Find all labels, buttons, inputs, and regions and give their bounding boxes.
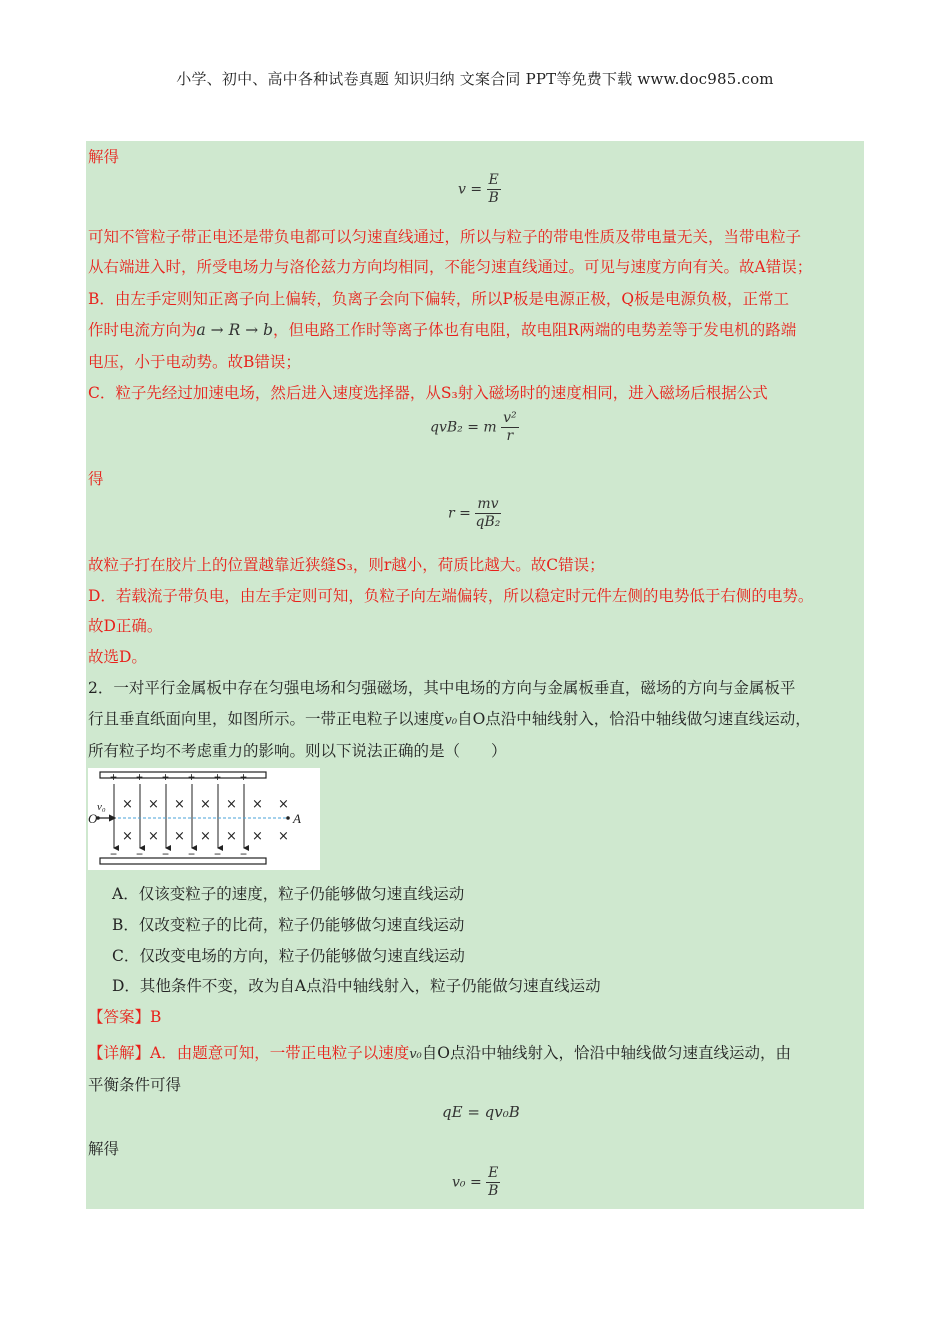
question-2-line-1: 2．一对平行金属板中存在匀强电场和匀强磁场，其中电场的方向与金属板垂直，磁场的方向与金属板平 xyxy=(88,679,796,697)
formula-v-eq-e-over-b: v = $\frac{E}{B}$ xyxy=(458,172,499,206)
magnetic-cross: × xyxy=(122,797,133,812)
formula-qvb: qvB₂ = m $\frac{\text{v²}}{r}$ xyxy=(430,410,517,444)
text-option-c-line-1: C．粒子先经过加速电场，然后进入速度选择器，从S₃射入磁场时的速度相同，进入磁场后根据公式 xyxy=(88,384,768,402)
minus-sign: − xyxy=(162,847,170,861)
label-a: A xyxy=(293,811,301,826)
magnetic-cross: × xyxy=(278,829,289,844)
magnetic-cross: × xyxy=(122,829,133,844)
text-option-d-line-1: D．若载流子带负电，由左手定则可知，负粒子向左端偏转，所以稳定时元件左侧的电势低于右侧的电势。 xyxy=(88,587,814,605)
detail-line-2: 平衡条件可得 xyxy=(88,1076,182,1094)
label-v0: v₀ xyxy=(97,801,106,813)
field-diagram-svg xyxy=(88,768,320,870)
plus-sign: + xyxy=(162,770,170,784)
minus-sign: − xyxy=(136,847,144,861)
question-2-line-3: 所有粒子均不考虑重力的影响。则以下说法正确的是（ ） xyxy=(88,742,507,760)
plus-sign: + xyxy=(188,770,196,784)
text-de: 得 xyxy=(88,470,104,488)
formula-r: r = $\frac{mv}{\text{qB₂}}$ xyxy=(448,496,501,530)
formula-v0: v₀ = $\frac{E}{B}$ xyxy=(452,1165,499,1199)
detail-line-1: 【详解】A．由题意可知，一带正电粒子以速度v₀自O点沿中轴线射入，恰沿中轴线做匀速直线运动，由 xyxy=(88,1044,791,1062)
magnetic-cross: × xyxy=(148,797,159,812)
magnetic-cross: × xyxy=(174,797,185,812)
option-c: C．仅改变电场的方向，粒子仍能够做匀速直线运动 xyxy=(112,947,465,965)
question-2-line-2: 行且垂直纸面向里，如图所示。一带正电粒子以速度v₀自O点沿中轴线射入，恰沿中轴线做匀速直线运动， xyxy=(88,710,811,728)
text-para-1a: 可知不管粒子带正电还是带负电都可以匀速直线通过，所以与粒子的带电性质及带电量无关，当带电粒子 xyxy=(88,228,802,246)
magnetic-cross: × xyxy=(200,829,211,844)
magnetic-cross: × xyxy=(200,797,211,812)
plus-sign: + xyxy=(110,770,118,784)
text-jiede-1: 解得 xyxy=(88,148,120,166)
text-option-b-line-2: 作时电流方向为a → R → b，但电路工作时等离子体也有电阻，故电阻R两端的电势差等于发电机的路端 xyxy=(88,321,797,339)
magnetic-cross: × xyxy=(226,829,237,844)
option-b: B．仅改变粒子的比荷，粒子仍能够做匀速直线运动 xyxy=(112,916,465,934)
text-option-b-line-1: B．由左手定则知正离子向上偏转，负离子会向下偏转，所以P板是电源正极，Q板是电源负极，正常工 xyxy=(88,290,790,308)
text-jiede-2: 解得 xyxy=(88,1140,120,1158)
plus-sign: + xyxy=(240,770,248,784)
magnetic-cross: × xyxy=(278,797,289,812)
answer-label: 【答案】B xyxy=(88,1008,162,1026)
magnetic-cross: × xyxy=(226,797,237,812)
magnetic-cross: × xyxy=(252,829,263,844)
text-option-d-line-2: 故D正确。 xyxy=(88,617,163,635)
label-o: O xyxy=(88,811,98,826)
plus-sign: + xyxy=(214,770,222,784)
text-option-b-line-3: 电压，小于电动势。故B错误； xyxy=(88,353,301,371)
field-diagram xyxy=(88,768,320,870)
page-header: 小学、初中、高中各种试卷真题 知识归纳 文案合同 PPT等免费下载 www.doc985.com xyxy=(176,70,774,88)
magnetic-cross: × xyxy=(252,797,263,812)
text-answer-d: 故选D。 xyxy=(88,648,147,666)
point-a-dot xyxy=(286,816,290,820)
magnetic-cross: × xyxy=(174,829,185,844)
option-d: D．其他条件不变，改为自A点沿中轴线射入，粒子仍能做匀速直线运动 xyxy=(112,977,601,995)
minus-sign: − xyxy=(214,847,222,861)
minus-sign: − xyxy=(110,847,118,861)
magnetic-field-crosses xyxy=(122,797,289,844)
text-option-c-line-2: 故粒子打在胶片上的位置越靠近狭缝S₃，则r越小，荷质比越大。故C错误； xyxy=(88,556,605,574)
magnetic-cross: × xyxy=(148,829,159,844)
option-a: A．仅该变粒子的速度，粒子仍能够做匀速直线运动 xyxy=(112,885,465,903)
minus-sign: − xyxy=(188,847,196,861)
formula-qe: qE = qv₀B xyxy=(442,1103,520,1121)
plus-sign: + xyxy=(136,770,144,784)
minus-sign: − xyxy=(240,847,248,861)
text-para-1b: 从右端进入时，所受电场力与洛伦兹力方向均相同，不能匀速直线通过。可见与速度方向有关。故A错误； xyxy=(88,258,813,276)
